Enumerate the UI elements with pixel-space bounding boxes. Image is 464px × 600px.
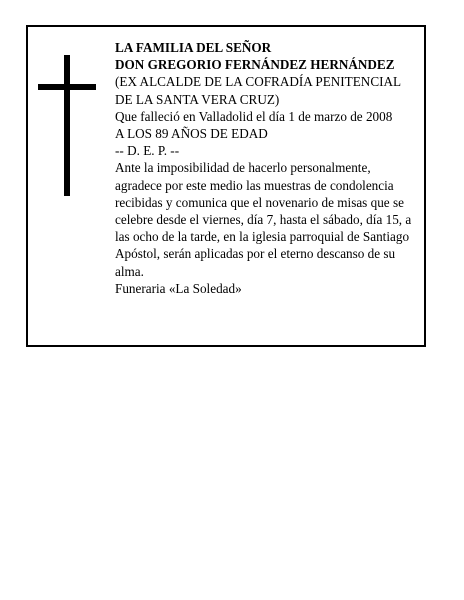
notice-heading-family: LA FAMILIA DEL SEÑOR [115,40,272,55]
notice-age-line: A LOS 89 AÑOS DE EDAD [115,126,268,142]
notice-funeral-home: Funeraria «La Soledad» [115,280,242,296]
notice-rip-line: -- D. E. P. -- [115,143,180,159]
notice-role-line-2: DE LA SANTA VERA CRUZ) [115,91,280,107]
notice-body-line: Ante la imposibilidad de hacerlo personalmente, [115,160,371,176]
notice-body-line: alma. [115,263,144,279]
notice-body-line: recibidas y comunica que el novenario de misas que se [115,194,404,210]
notice-body-line: Apóstol, serán aplicadas por el eterno descanso de su [115,246,396,262]
notice-body-line: agradece por este medio las muestras de condolencia [115,177,394,193]
cross-vertical-bar [64,55,70,196]
notice-body-line: celebre desde el viernes, día 7, hasta el sábado, día 15, a [115,212,412,228]
notice-heading-name: DON GREGORIO FERNÁNDEZ HERNÁNDEZ [115,57,395,73]
notice-body-paragraph [115,159,423,279]
obituary-notice-text [115,39,423,297]
cross-horizontal-bar [38,84,96,90]
notice-body-line: las ocho de la tarde, en la iglesia parroquial de Santiago [115,229,410,245]
notice-death-line: Que falleció en Valladolid el día 1 de marzo de 2008 [115,108,393,124]
notice-role-line-1: (EX ALCALDE DE LA COFRADÍA PENITENCIAL [115,74,402,90]
